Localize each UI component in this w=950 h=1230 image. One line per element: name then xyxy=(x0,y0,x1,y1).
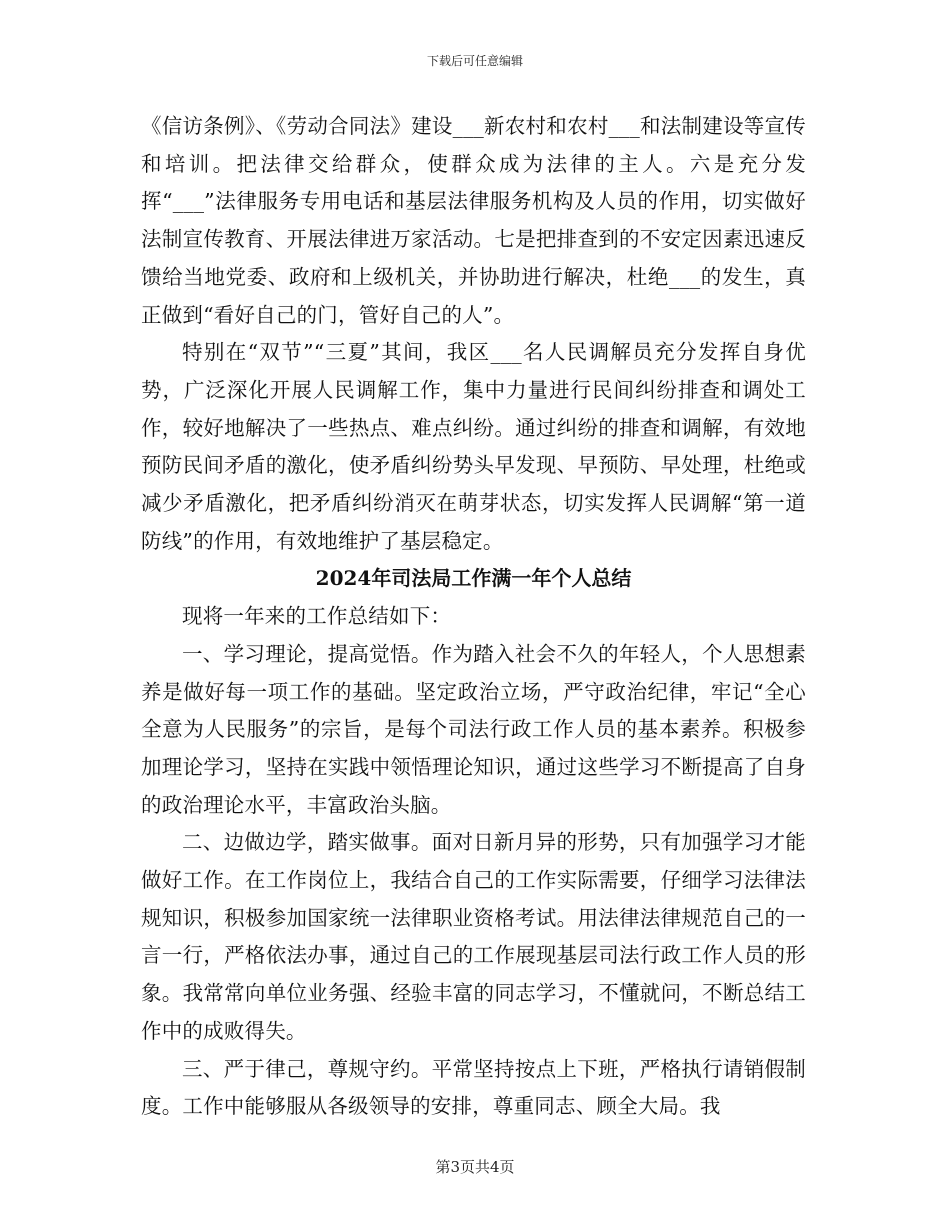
page-header: 下载后可任意编辑 xyxy=(426,54,523,68)
section-title: 2024年司法局工作满一年个人总结 xyxy=(315,566,632,591)
paragraph-point-1: 一、学习理论，提高觉悟。作为踏入社会不久的年轻人，个人思想素养是做好每一项工作的基础。坚定政治立场，严守政治纪律，牢记“全心全意为人民服务”的宗旨，是每个司法行政工作人员的基本素养。积极参加理论学习，坚持在实践中领悟理论知识，通过这些学习不断提高了自身的政治理论水平，丰富政治头脑。 xyxy=(141,641,806,817)
paragraph-intro: 现将一年来的工作总结如下： xyxy=(182,604,452,629)
paragraph-point-2: 二、边做边学，踏实做事。面对日新月异的形势，只有加强学习才能做好工作。在工作岗位上，我结合自己的工作实际需要，仔细学习法律法规知识，积极参加国家统一法律职业资格考试。用法律法律规范自己的一言一行，严格依法办事，通过自己的工作展现基层司法行政工作人员的形象。我常常向单位业务强、经验丰富的同志学习，不懂就问，不断总结工作中的成败得失。 xyxy=(141,830,806,1043)
paragraph-point-3: 三、严于律己，尊规守约。平常坚持按点上下班，严格执行请销假制度。工作中能够服从各级领导的安排，尊重同志、顾全大局。我 xyxy=(141,1056,806,1119)
paragraph-mediation: 特别在“双节”“三夏”其间，我区___名人民调解员充分发挥自身优势，广泛深化开展人民调解工作，集中力量进行民间纠纷排查和调处工作，较好地解决了一些热点、难点纠纷。通过纠纷的排查和调解，有效地预防民间矛盾的激化，使矛盾纠纷势头早发现、早预防、早处理，杜绝或减少矛盾激化，把矛盾纠纷消灭在萌芽状态，切实发挥人民调解“第一道防线”的作用，有效地维护了基层稳定。 xyxy=(141,340,806,553)
page-footer: 第3页共4页 xyxy=(435,1158,515,1176)
document-body xyxy=(141,108,806,1126)
paragraph-continued: 《信访条例》、《劳动合同法》建设___新农村和农村___和法制建设等宣传和培训。把法律交给群众，使群众成为法律的主人。六是充分发挥“___”法律服务专用电话和基层法律服务机构及人员的作用，切实做好法制宣传教育、开展法律进万家活动。七是把排查到的不安定因素迅速反馈给当地党委、政府和上级机关，并协助进行解决，杜绝___的发生，真正做到“看好自己的门，管好自己的人”。 xyxy=(141,114,806,327)
